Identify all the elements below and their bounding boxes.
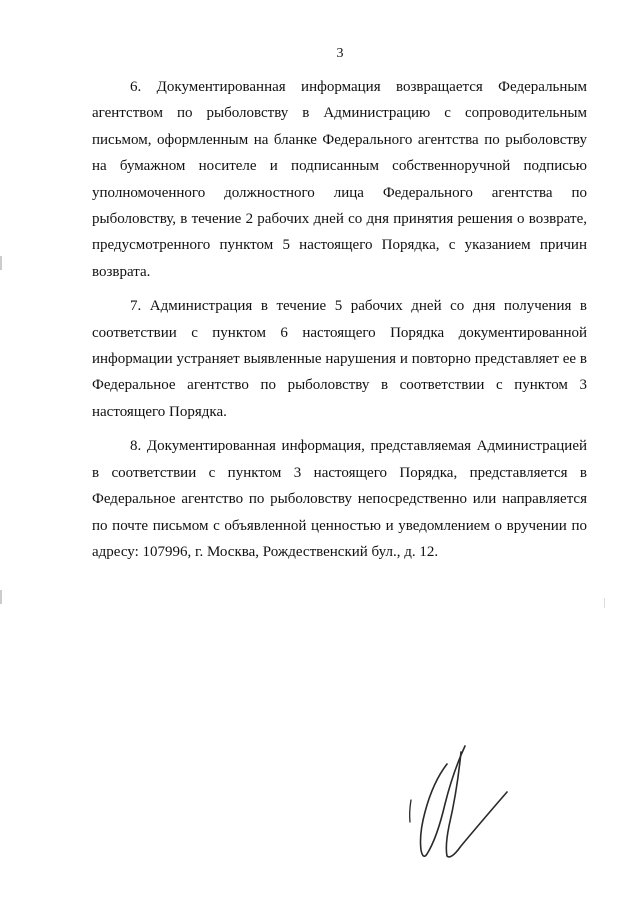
document-body <box>92 74 587 573</box>
handwritten-signature <box>405 742 515 862</box>
paragraph-8: 8. Документированная информация, представляемая Администрацией в соответствии с пунктом 3 настоящего Порядка, представляется в Федеральное агентство по рыболовству непосредственно или направляется по почте письмом с объявленной ценностью и уведомлением о вручении по адресу: 107996, г. Москва, Рождественский бул., д. 12. <box>92 438 587 560</box>
scan-edge-mark <box>0 590 2 604</box>
scan-speck <box>604 598 605 608</box>
paragraph-7: 7. Администрация в течение 5 рабочих дней со дня получения в соответствии с пунктом 6 настоящего Порядка документированной информации устраняет выявленные нарушения и повторно представляет ее в Федеральное агентство по рыболовству в соответствии с пунктом 3 настоящего Порядка. <box>92 298 587 420</box>
scan-edge-mark <box>0 256 2 270</box>
page-number: 3 <box>336 46 344 61</box>
paragraph-6: 6. Документированная информация возвращается Федеральным агентством по рыболовству в Администрацию с сопроводительным письмом, оформленным на бланке Федерального агентства по рыболовству на бумажном носителе и подписанным собственноручной подписью уполномоченного должностного лица Федерального агентства по рыболовству, в течение 2 рабочих дней со дня принятия решения о возврате, предусмотренного пунктом 5 настоящего Порядка, с указанием причин возврата. <box>92 79 587 280</box>
